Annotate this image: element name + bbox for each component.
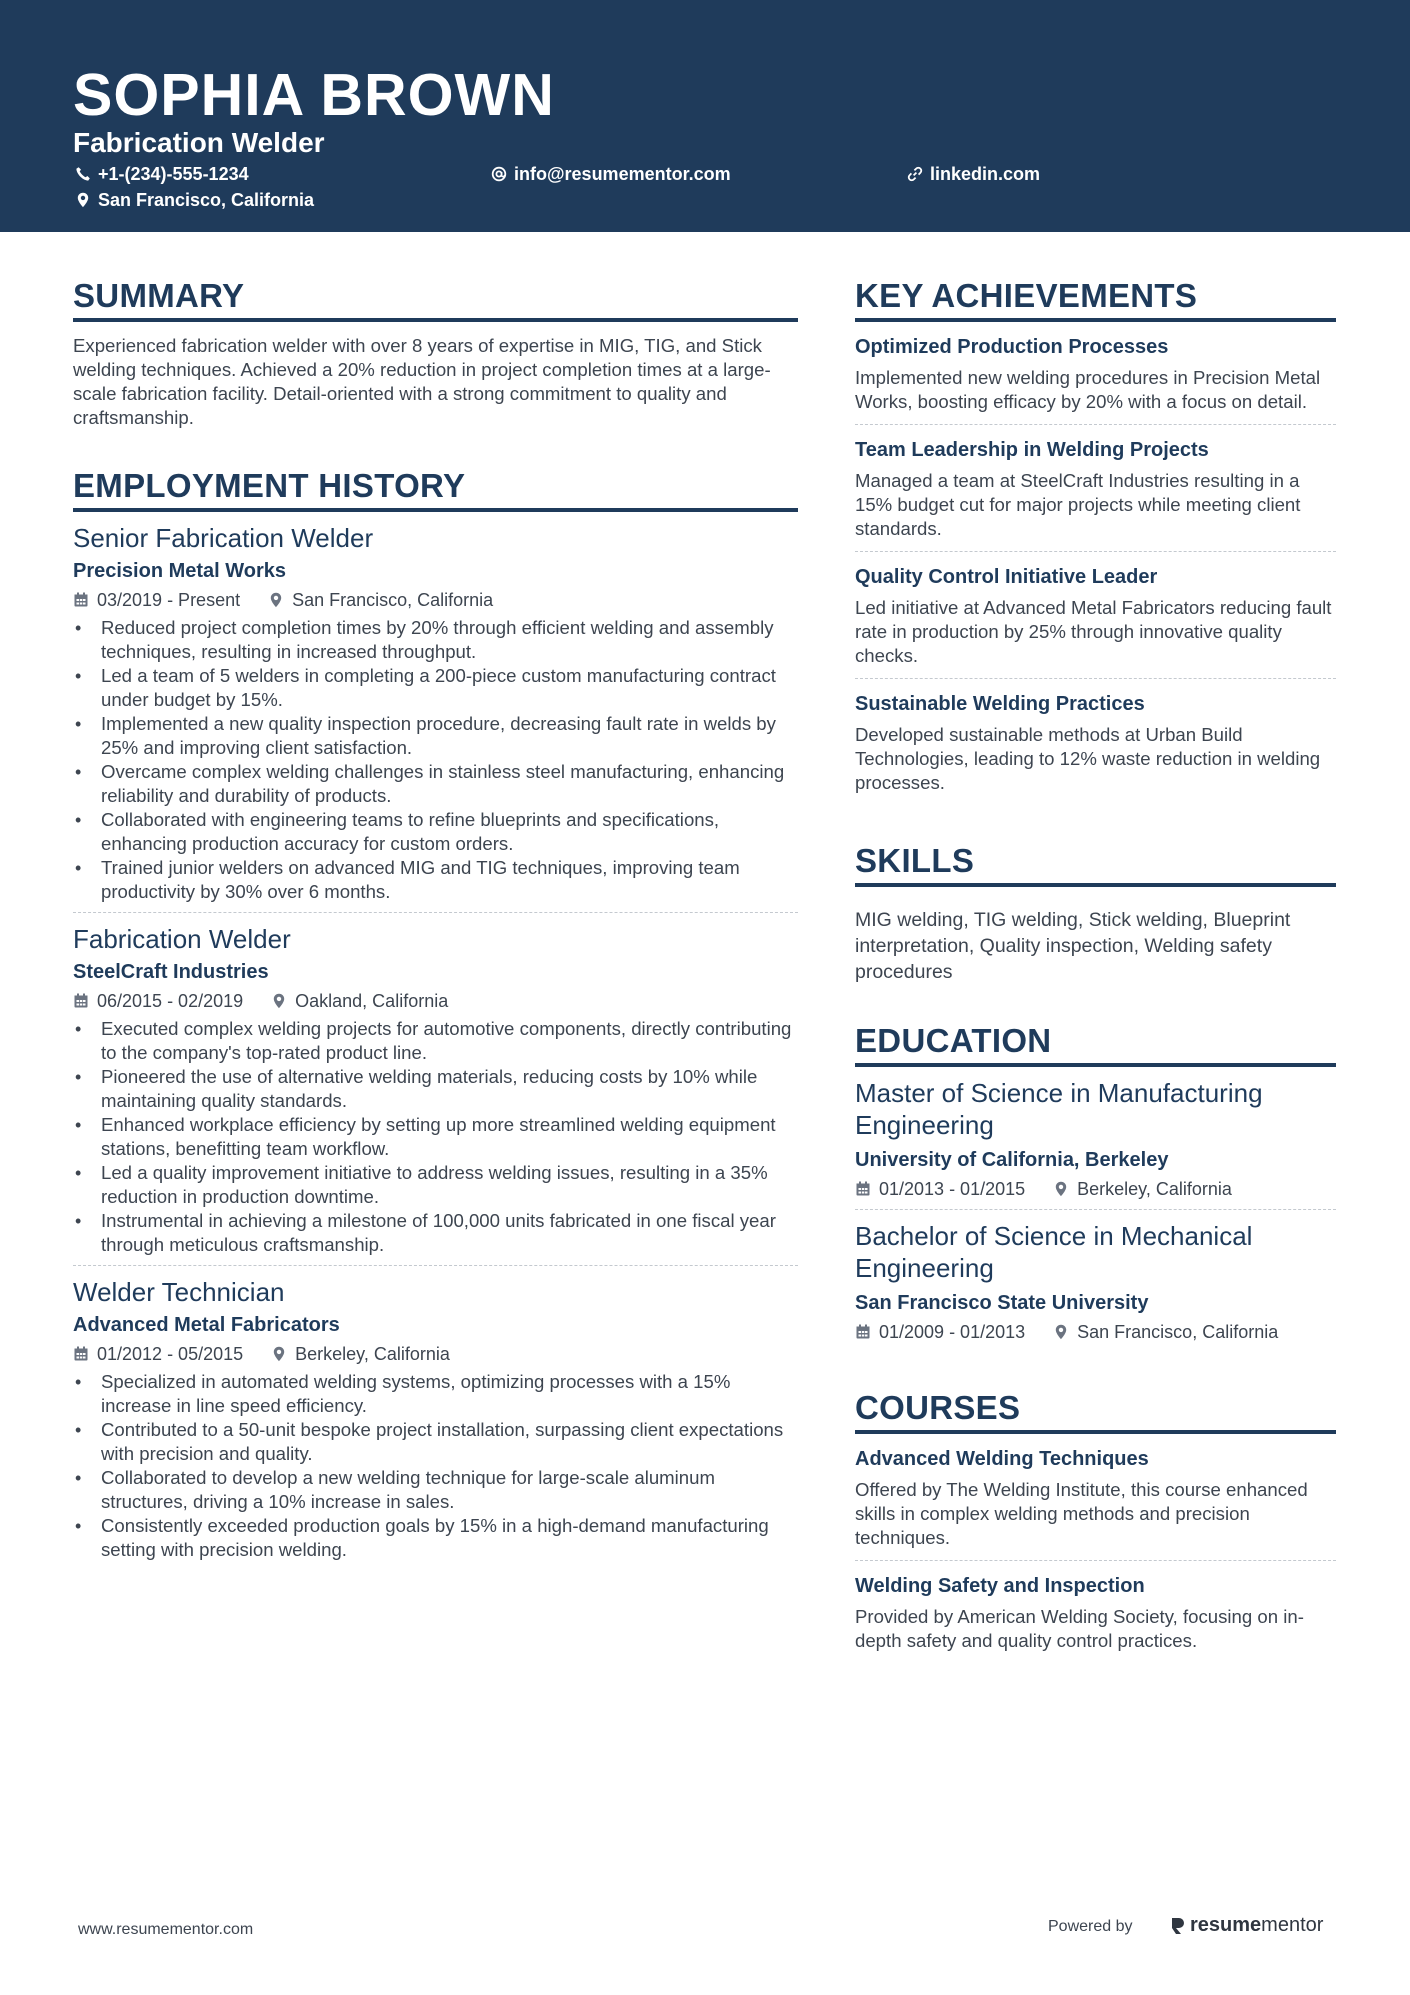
bullet-item: • Collaborated with engineering teams to refine blueprints and specifications, enhancing production accuracy for custom orders. — [73, 808, 798, 856]
skills-section — [855, 841, 1336, 985]
brand-logo-icon — [1170, 1916, 1186, 1936]
calendar-icon — [73, 993, 89, 1009]
course-item — [855, 1561, 1336, 1663]
job-meta — [73, 588, 798, 612]
job-meta — [73, 989, 798, 1013]
job-title: Senior Fabrication Welder — [73, 523, 374, 553]
bullet-item: • Pioneered the use of alternative welding materials, reducing costs by 10% while maintaining quality standards. — [73, 1065, 798, 1113]
education-dates: 01/2009 - 01/2013 — [879, 1322, 1026, 1342]
footer-powered-by: Powered by — [1048, 1918, 1133, 1935]
bullet-item: • Trained junior welders on advanced MIG and TIG techniques, improving team productivity by 30% over 6 months. — [73, 856, 798, 904]
left-column — [73, 276, 798, 1606]
degree-title: Master of Science in Manufacturing Engineering — [855, 1078, 1263, 1140]
bullet-item: • Consistently exceeded production goals by 15% in a high-demand manufacturing setting with precision welding. — [73, 1514, 798, 1562]
education-item — [855, 1067, 1336, 1210]
course-desc: Provided by American Welding Society, focusing on in-depth safety and quality control practices. — [855, 1606, 1304, 1651]
footer-website[interactable]: www.resumementor.com — [78, 1921, 254, 1938]
footer-brand-logo[interactable] — [1170, 1914, 1323, 1937]
job-bullets — [73, 1370, 798, 1562]
location-pin-icon — [1053, 1324, 1069, 1340]
courses-section — [855, 1388, 1336, 1663]
bullet-item: • Reduced project completion times by 20% through efficient welding and assembly techniques, resulting in increased throughput. — [73, 616, 798, 664]
contact-location — [75, 189, 314, 211]
achievement-title: Team Leadership in Welding Projects — [855, 439, 1209, 461]
contact-linkedin[interactable] — [907, 163, 1040, 185]
calendar-icon — [73, 1346, 89, 1362]
skills-text: MIG welding, TIG welding, Stick welding, Blueprint interpretation, Quality inspection, Welding safety procedures — [855, 909, 1291, 983]
phone-icon — [75, 166, 91, 182]
calendar-icon — [73, 592, 89, 608]
candidate-role: Fabrication Welder — [73, 127, 325, 158]
at-icon — [491, 166, 507, 182]
right-column — [855, 276, 1336, 1699]
candidate-name: SOPHIA BROWN — [73, 62, 555, 128]
job-location: Oakland, California — [295, 991, 449, 1011]
job-dates: 06/2015 - 02/2019 — [97, 991, 244, 1011]
linkedin-text: linkedin.com — [930, 164, 1041, 184]
achievement-item — [855, 322, 1336, 425]
job-entry — [73, 512, 798, 913]
course-desc: Offered by The Welding Institute, this course enhanced skills in complex welding methods and precision techniques. — [855, 1479, 1308, 1548]
location-pin-icon — [268, 592, 284, 608]
contact-phone[interactable] — [75, 163, 249, 185]
achievement-desc: Managed a team at SteelCraft Industries resulting in a 15% budget cut for major projects while meeting client standards. — [855, 470, 1301, 539]
summary-text: Experienced fabrication welder with over 8 years of expertise in MIG, TIG, and Stick welding techniques. Achieved a 20% reduction in project completion times at a large-scale fabrication facility. Detail-oriented with a strong commitment to quality and craftsmanship. — [73, 335, 771, 428]
brand-light: mentor — [1261, 1914, 1324, 1936]
bullet-item: • Instrumental in achieving a milestone of 100,000 units fabricated in one fiscal year through meticulous craftsmanship. — [73, 1209, 798, 1257]
job-title: Fabrication Welder — [73, 924, 291, 954]
bullet-item: • Led a team of 5 welders in completing a 200-piece custom manufacturing contract under budget by 15%. — [73, 664, 798, 712]
course-title: Welding Safety and Inspection — [855, 1575, 1145, 1597]
courses-heading: COURSES — [855, 1388, 1336, 1434]
bullet-item: • Led a quality improvement initiative to address welding issues, resulting in a 35% reduction in production downtime. — [73, 1161, 798, 1209]
summary-heading: SUMMARY — [73, 276, 798, 322]
achievements-section — [855, 276, 1336, 805]
skills-heading: SKILLS — [855, 841, 1336, 887]
degree-title: Bachelor of Science in Mechanical Engineering — [855, 1221, 1253, 1283]
job-meta — [73, 1342, 798, 1366]
job-entry — [73, 1266, 798, 1570]
location-pin-icon — [75, 192, 91, 208]
education-dates: 01/2013 - 01/2015 — [879, 1179, 1026, 1199]
job-dates: 01/2012 - 05/2015 — [97, 1344, 244, 1364]
company-name: Precision Metal Works — [73, 560, 287, 582]
education-location: San Francisco, California — [1077, 1322, 1279, 1342]
contact-email[interactable] — [491, 163, 731, 185]
company-name: Advanced Metal Fabricators — [73, 1314, 340, 1336]
school-name: San Francisco State University — [855, 1292, 1149, 1314]
brand-bold: resume — [1190, 1914, 1262, 1936]
bullet-item: • Collaborated to develop a new welding technique for large-scale aluminum structures, driving a 10% increase in sales. — [73, 1466, 798, 1514]
bullet-item: • Overcame complex welding challenges in stainless steel manufacturing, enhancing reliability and durability of products. — [73, 760, 798, 808]
job-title: Welder Technician — [73, 1277, 285, 1307]
phone-text: +1-(234)-555-1234 — [98, 164, 249, 184]
education-section — [855, 1021, 1336, 1352]
bullet-item: • Enhanced workplace efficiency by setting up more streamlined welding equipment stations, benefitting team workflow. — [73, 1113, 798, 1161]
education-item — [855, 1210, 1336, 1352]
location-pin-icon — [271, 1346, 287, 1362]
employment-section — [73, 466, 798, 1570]
employment-heading: EMPLOYMENT HISTORY — [73, 466, 798, 512]
achievement-item — [855, 425, 1336, 552]
company-name: SteelCraft Industries — [73, 961, 269, 983]
achievement-desc: Developed sustainable methods at Urban Build Technologies, leading to 12% waste reduction in welding processes. — [855, 724, 1321, 793]
bullet-item: • Implemented a new quality inspection procedure, decreasing fault rate in welds by 25% and improving client satisfaction. — [73, 712, 798, 760]
email-text: info@resumementor.com — [514, 164, 731, 184]
link-icon — [907, 166, 923, 182]
calendar-icon — [855, 1181, 871, 1197]
location-text: San Francisco, California — [98, 190, 315, 210]
job-entry — [73, 913, 798, 1266]
education-location: Berkeley, California — [1077, 1179, 1232, 1199]
job-bullets — [73, 616, 798, 904]
summary-section — [73, 276, 798, 430]
job-dates: 03/2019 - Present — [97, 590, 241, 610]
course-title: Advanced Welding Techniques — [855, 1448, 1149, 1470]
achievement-desc: Led initiative at Advanced Metal Fabricators reducing fault rate in production by 25% through innovative quality checks. — [855, 597, 1332, 666]
education-heading: EDUCATION — [855, 1021, 1336, 1067]
location-pin-icon — [271, 993, 287, 1009]
job-location: San Francisco, California — [292, 590, 494, 610]
bullet-item: • Contributed to a 50-unit bespoke project installation, surpassing client expectations with precision and quality. — [73, 1418, 798, 1466]
job-location: Berkeley, California — [295, 1344, 450, 1364]
achievement-item — [855, 679, 1336, 805]
resume-header — [0, 0, 1410, 232]
job-bullets — [73, 1017, 798, 1257]
achievement-desc: Implemented new welding procedures in Precision Metal Works, boosting efficacy by 20% with a focus on detail. — [855, 367, 1321, 412]
calendar-icon — [855, 1324, 871, 1340]
location-pin-icon — [1053, 1181, 1069, 1197]
education-meta — [855, 1177, 1336, 1201]
bullet-item: • Specialized in automated welding systems, optimizing processes with a 15% increase in line speed efficiency. — [73, 1370, 798, 1418]
achievements-heading: KEY ACHIEVEMENTS — [855, 276, 1336, 322]
course-item — [855, 1434, 1336, 1561]
education-meta — [855, 1320, 1336, 1344]
achievement-title: Quality Control Initiative Leader — [855, 566, 1158, 588]
achievement-item — [855, 552, 1336, 679]
school-name: University of California, Berkeley — [855, 1149, 1169, 1171]
achievement-title: Sustainable Welding Practices — [855, 693, 1145, 715]
achievement-title: Optimized Production Processes — [855, 336, 1169, 358]
bullet-item: • Executed complex welding projects for automotive components, directly contributing to the company's top-rated product line. — [73, 1017, 798, 1065]
